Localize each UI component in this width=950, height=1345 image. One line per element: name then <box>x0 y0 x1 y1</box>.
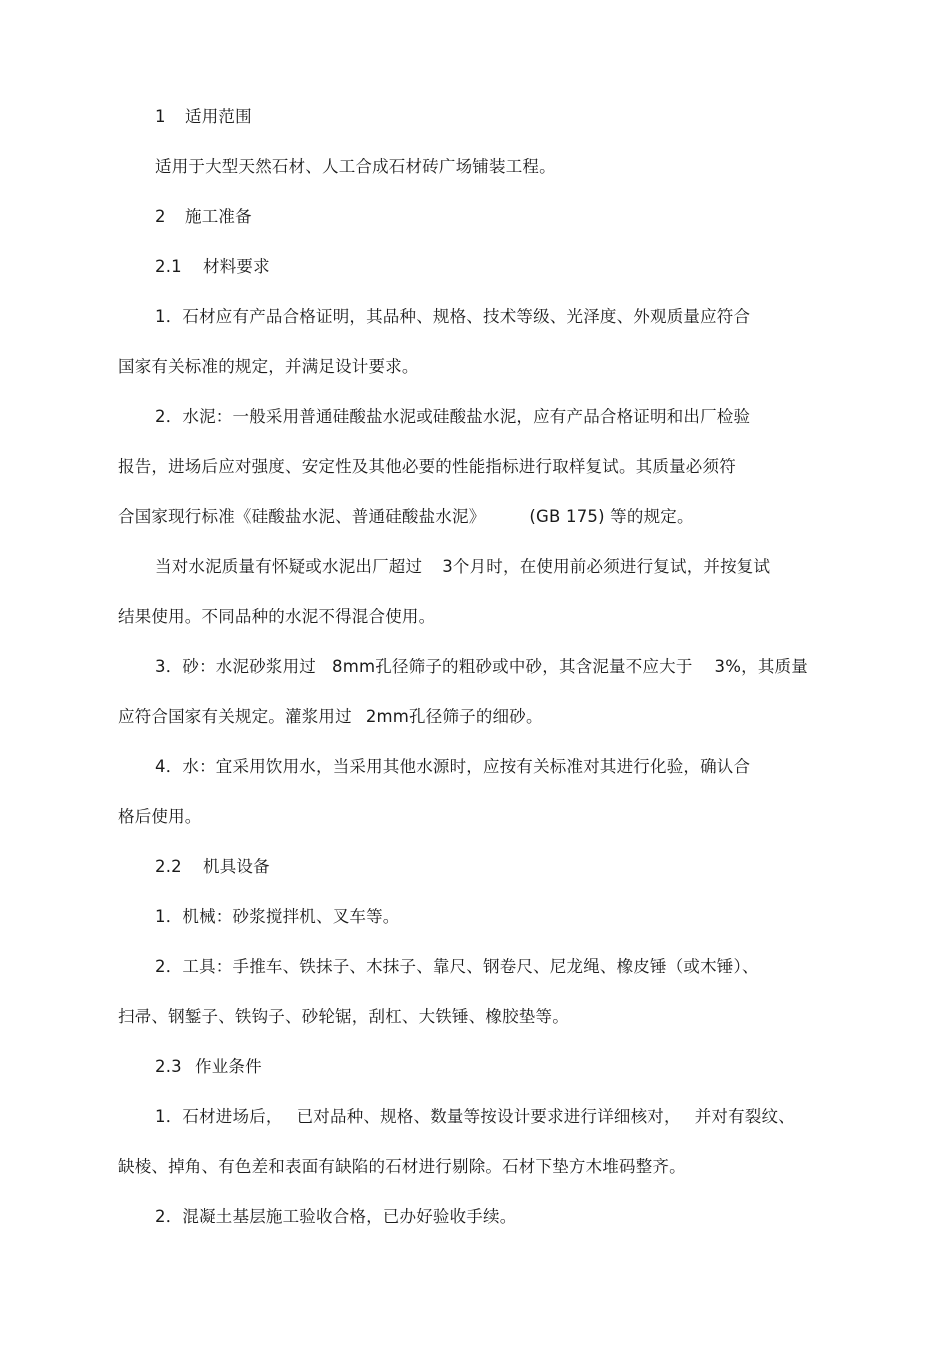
section-number: 2.3 <box>155 1057 182 1076</box>
section-heading-2 <box>155 206 252 228</box>
text-segment: 3个月时，在使用前必须进行复试，并按复试 <box>442 557 771 576</box>
section-title: 材料要求 <box>203 257 270 276</box>
text-segment: 8mm孔径筛子的粗砂或中砂，其含泥量不应大于 <box>332 657 693 676</box>
text-segment: 2mm孔径筛子的细砂。 <box>365 707 543 726</box>
subsection-heading-2-3 <box>155 1056 262 1078</box>
section-number: 2.2 <box>155 857 182 876</box>
paragraph-line: 2．水泥：一般采用普通硅酸盐水泥或硅酸盐水泥，应有产品合格证明和出厂检验 <box>155 407 751 426</box>
paragraph-line: 4．水：宜采用饮用水，当采用其他水源时，应按有关标准对其进行化验，确认合 <box>155 757 751 776</box>
text-segment: (GB 175) 等的规定。 <box>529 507 694 526</box>
text-segment: 已对品种、规格、数量等按设计要求进行详细核对， <box>296 1107 681 1126</box>
section-number: 2 <box>155 207 166 226</box>
paragraph-line <box>118 506 694 528</box>
paragraph-line <box>155 1106 795 1128</box>
text-segment: 当对水泥质量有怀疑或水泥出厂超过 <box>155 557 423 576</box>
text-segment: 1．石材进场后， <box>155 1107 283 1126</box>
paragraph-line: 2．工具：手推车、铁抹子、木抹子、靠尺、钢卷尺、尼龙绳、橡皮锤（或木锤）、 <box>155 957 759 976</box>
text-segment: 3．砂：水泥砂浆用过 <box>155 657 316 676</box>
section-heading-1 <box>155 106 252 128</box>
paragraph-line <box>155 656 808 678</box>
text-segment: 3%，其质量 <box>714 657 808 676</box>
text-segment: 并对有裂纹、 <box>694 1107 795 1126</box>
section-title: 作业条件 <box>195 1057 262 1076</box>
text-segment: 应符合国家有关规定。灌浆用过 <box>118 707 352 726</box>
paragraph-line: 国家有关标准的规定，并满足设计要求。 <box>118 357 419 376</box>
paragraph-line: 2．混凝土基层施工验收合格，已办好验收手续。 <box>155 1207 517 1226</box>
subsection-heading-2-1 <box>155 256 270 278</box>
paragraph-line <box>118 706 543 728</box>
paragraph-line: 1．机械：砂浆搅拌机、叉车等。 <box>155 907 400 926</box>
paragraph-line: 格后使用。 <box>118 807 202 826</box>
section-number: 2.1 <box>155 257 182 276</box>
paragraph-line: 报告，进场后应对强度、安定性及其他必要的性能指标进行取样复试。其质量必须符 <box>118 457 736 476</box>
paragraph-line <box>155 556 770 578</box>
paragraph-line: 适用于大型天然石材、人工合成石材砖广场铺装工程。 <box>155 157 556 176</box>
paragraph-line: 扫帚、钢錾子、铁钩子、砂轮锯，刮杠、大铁锤、橡胶垫等。 <box>118 1007 569 1026</box>
paragraph-line: 结果使用。不同品种的水泥不得混合使用。 <box>118 607 436 626</box>
paragraph-line: 1．石材应有产品合格证明，其品种、规格、技术等级、光泽度、外观质量应符合 <box>155 307 751 326</box>
subsection-heading-2-2 <box>155 856 270 878</box>
section-title: 适用范围 <box>185 107 252 126</box>
section-title: 机具设备 <box>203 857 270 876</box>
text-segment: 合国家现行标准《硅酸盐水泥、普通硅酸盐水泥》 <box>118 507 486 526</box>
section-title: 施工准备 <box>185 207 252 226</box>
paragraph-line: 缺棱、掉角、有色差和表面有缺陷的石材进行剔除。石材下垫方木堆码整齐。 <box>118 1157 686 1176</box>
section-number: 1 <box>155 107 166 126</box>
